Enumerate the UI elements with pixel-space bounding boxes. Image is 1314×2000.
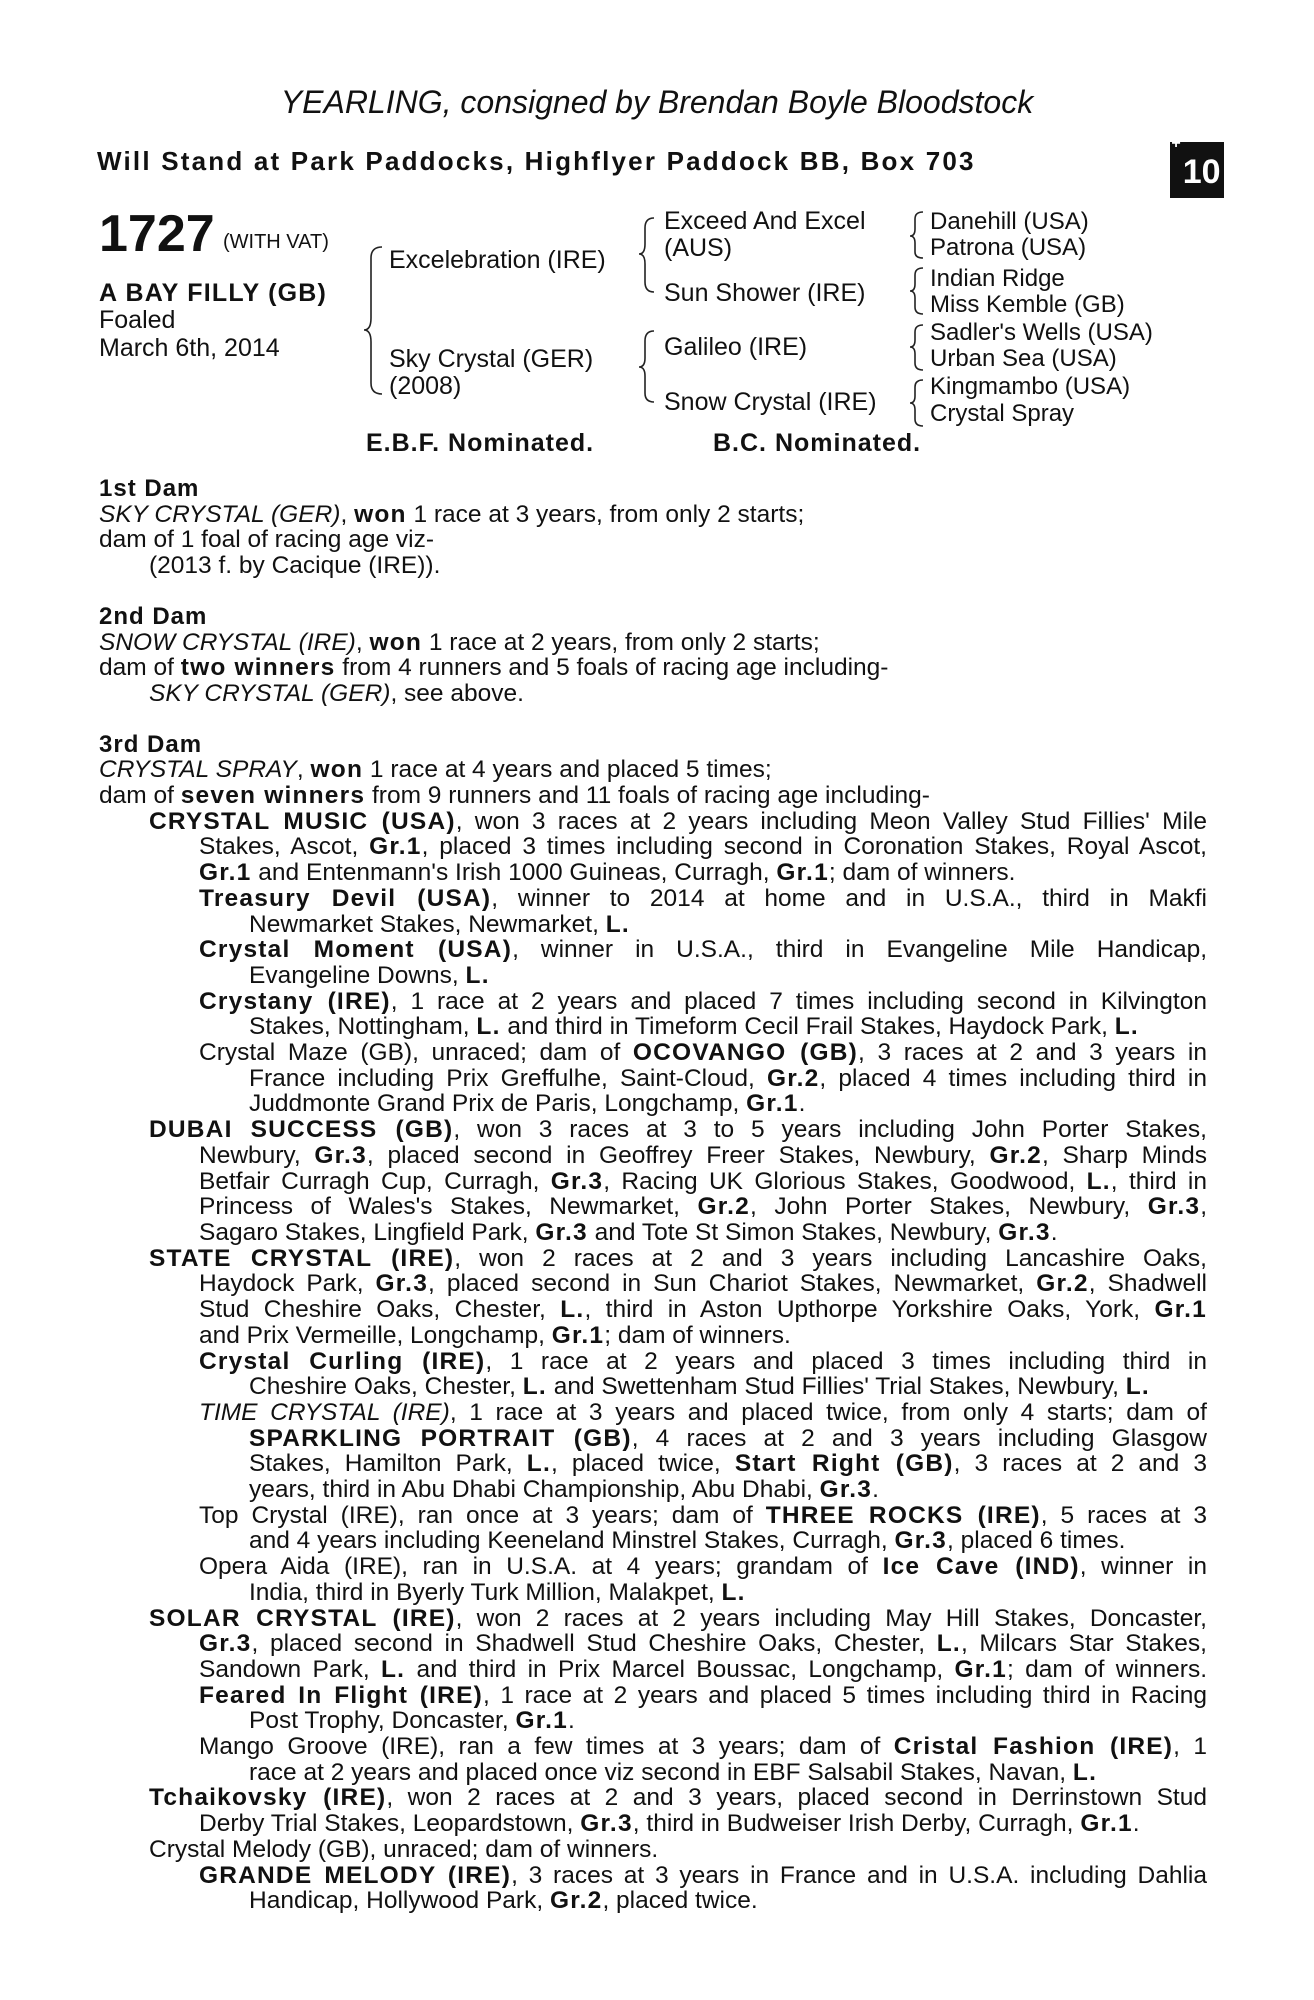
bold-text: Gr.1 — [369, 833, 422, 861]
bold-text: Feared In Flight (IRE) — [199, 1681, 483, 1709]
bold-text: won — [354, 500, 407, 528]
bold-text: SPARKLING PORTRAIT (GB) — [249, 1424, 632, 1452]
text: , placed second in Geoffrey Freer Stakes, Newbury, — [366, 1141, 990, 1169]
text: Sagaro Stakes, Lingfield Park, — [199, 1218, 536, 1246]
text: and third in Timeform Cecil Frail Stakes, Haydock Park, — [500, 1013, 1115, 1041]
third-dam-heading: 3rd Dam — [99, 730, 203, 758]
third-dam-line — [99, 1708, 1207, 1734]
vat-label: (WITH VAT) — [223, 231, 329, 253]
gen3-8: Crystal Spray — [930, 400, 1075, 427]
bold-text: Gr.2 — [549, 1887, 603, 1915]
bold-text: L. — [1072, 1758, 1098, 1786]
text: , 4 races at 2 and 3 years including Glasgow — [631, 1424, 1208, 1452]
lot-description: A BAY FILLY (GB) — [99, 279, 328, 307]
bold-text: L. — [605, 910, 630, 938]
text: , placed 6 times. — [947, 1527, 1126, 1555]
bold-text: Tchaikovsky (IRE) — [149, 1784, 387, 1812]
text: 1 race at 4 years and placed 5 times; — [363, 756, 772, 784]
italic-text: CRYSTAL SPRAY — [99, 756, 297, 784]
text: (2013 f. by Cacique (IRE)). — [149, 552, 441, 580]
text: Stakes, Hamilton Park, — [249, 1450, 527, 1478]
bold-text: Crystal Curling (IRE) — [199, 1347, 486, 1375]
third-dam-line — [99, 1349, 1207, 1375]
bold-text: Gr.1 — [954, 1655, 1007, 1683]
text: and third in Prix Marcel Boussac, Longchamp, — [405, 1655, 955, 1683]
text: , won 3 races at 3 to 5 years including John Porter Stakes, — [453, 1116, 1207, 1144]
third-dam-line — [99, 1271, 1207, 1297]
text: , placed second in Shadwell Stud Cheshire Oaks, Chester, — [251, 1630, 937, 1658]
third-dam-line — [99, 1374, 1207, 1400]
bold-text: Gr.2 — [766, 1064, 820, 1092]
bold-text: won — [310, 756, 364, 784]
text: , third in — [1110, 1167, 1208, 1195]
lot-number: 1727 — [99, 205, 215, 263]
bold-text: Gr.3 — [894, 1527, 948, 1555]
text: , 3 races at 2 and 3 years in — [858, 1039, 1207, 1067]
bold-text: GRANDE MELODY (IRE) — [199, 1861, 512, 1889]
text: , winner in — [1079, 1553, 1207, 1581]
third-dam-line — [99, 989, 1207, 1015]
bold-text: Gr.3 — [314, 1141, 367, 1169]
text: years, third in Abu Dhabi Championship, Abu Dhabi, — [249, 1476, 820, 1504]
text: race at 2 years and placed once viz second in EBF Salsabil Stakes, Navan, — [249, 1758, 1073, 1786]
badge-plus-mark: + — [1171, 135, 1181, 152]
bc-nominated: B.C. Nominated. — [713, 429, 922, 457]
text: , — [1200, 1193, 1207, 1221]
dam-name: SNOW CRYSTAL (IRE) — [99, 628, 356, 656]
first-dam-line — [99, 502, 1207, 528]
bold-text: Gr.1 — [746, 1090, 799, 1118]
bold-text: L. — [1086, 1167, 1111, 1195]
text: Newmarket Stakes, Newmarket, — [249, 910, 606, 938]
text: and 4 years including Keeneland Minstrel Stakes, Curragh, — [249, 1527, 895, 1555]
third-dam-line — [99, 1683, 1207, 1709]
third-dam-line — [99, 1169, 1207, 1195]
third-dam-line — [99, 937, 1207, 963]
bold-text: Gr.1 — [776, 859, 829, 887]
text: , Racing UK Glorious Stakes, Goodwood, — [603, 1167, 1087, 1195]
third-dam-line — [99, 1580, 1207, 1606]
bold-text: Gr.2 — [989, 1141, 1042, 1169]
third-dam-line — [99, 1014, 1207, 1040]
foaled-label: Foaled — [99, 306, 176, 334]
bold-text: Gr.3 — [819, 1476, 873, 1504]
text: , John Porter Stakes, Newbury, — [750, 1193, 1148, 1221]
text: , see above. — [390, 679, 524, 707]
gen3-1: Danehill (USA) — [930, 208, 1089, 235]
dam-name: SKY CRYSTAL (GER) — [99, 500, 341, 528]
text: . — [1132, 1810, 1140, 1838]
bold-text: Cristal Fashion (IRE) — [893, 1733, 1174, 1761]
text: Mango Groove (IRE), ran a few times at 3 years; dam of — [199, 1733, 894, 1761]
bold-text: L. — [1114, 1013, 1139, 1041]
third-dam-line — [99, 1528, 1207, 1554]
text: , Shadwell — [1088, 1270, 1207, 1298]
bold-text: Gr.3 — [535, 1218, 588, 1246]
dam-line1: Sky Crystal (GER) — [389, 345, 594, 373]
sire-sire-line1: Exceed And Excel — [664, 207, 866, 235]
third-dam-line — [99, 1631, 1207, 1657]
third-dam-line — [99, 1451, 1207, 1477]
gen3-6: Urban Sea (USA) — [930, 345, 1117, 372]
stand-location: Will Stand at Park Paddocks, Highflyer Paddock BB, Box 703 — [97, 146, 976, 176]
text: and Tote St Simon Stakes, Newbury, — [587, 1218, 999, 1246]
text: . — [798, 1090, 806, 1118]
third-dam-line — [99, 809, 1207, 835]
gen3-7: Kingmambo (USA) — [930, 373, 1131, 400]
foaled-date: March 6th, 2014 — [99, 334, 280, 362]
text: Handicap, Hollywood Park, — [249, 1887, 550, 1915]
third-dam-line — [99, 963, 1207, 989]
dam-line2: (2008) — [389, 372, 462, 400]
bold-text: Gr.3 — [580, 1810, 633, 1838]
third-dam-line — [99, 1400, 1207, 1426]
bold-text: L. — [936, 1630, 961, 1658]
text: 1 race at 3 years, from only 2 starts; — [406, 500, 805, 528]
bold-text: Gr.2 — [697, 1193, 751, 1221]
third-dam-line — [99, 1734, 1207, 1760]
third-dam-line — [99, 1837, 1207, 1863]
text: , won 2 races at 2 and 3 years, placed second in Derrinstown Stud — [386, 1784, 1207, 1812]
text: India, third in Byerly Turk Million, Malakpet, — [249, 1578, 722, 1606]
first-dam-line — [99, 527, 1207, 553]
third-dam-line — [99, 912, 1207, 938]
sire-dam: Sun Shower (IRE) — [664, 279, 866, 307]
text: , 1 race at 2 years and placed 3 times including third in — [485, 1347, 1207, 1375]
text: ; dam of winners. — [1006, 1655, 1207, 1683]
text: , 1 race at 2 years and placed 7 times including second in Kilvington — [390, 987, 1207, 1015]
third-dam-line — [99, 1040, 1207, 1066]
third-dam-line — [99, 860, 1207, 886]
text: , placed second in Sun Chariot Stakes, Newmarket, — [428, 1270, 1037, 1298]
bold-text: two winners — [180, 654, 336, 682]
third-dam-line — [99, 1143, 1207, 1169]
bold-text: OCOVANGO (GB) — [632, 1039, 859, 1067]
first-dam-heading: 1st Dam — [99, 475, 200, 502]
bold-text: Gr.3 — [375, 1270, 429, 1298]
text: 1 race at 2 years, from only 2 starts; — [422, 628, 820, 656]
bold-text: Gr.3 — [998, 1218, 1051, 1246]
text: Post Trophy, Doncaster, — [249, 1707, 516, 1735]
text: . — [1050, 1218, 1058, 1246]
bold-text: L. — [560, 1296, 585, 1324]
text: Newbury, — [199, 1141, 315, 1169]
third-dam-line — [99, 1785, 1207, 1811]
text: Juddmonte Grand Prix de Paris, Longchamp, — [249, 1090, 747, 1118]
text: , won 2 races at 2 years including May Hill Stakes, Doncaster, — [455, 1604, 1207, 1632]
text: ; dam of winners. — [828, 859, 1016, 887]
third-dam-line — [99, 1323, 1207, 1349]
sire-sire-line2: (AUS) — [664, 234, 733, 262]
text: , placed 4 times including third in — [819, 1064, 1207, 1092]
third-dam-line — [99, 1426, 1207, 1452]
third-dam-line — [99, 1811, 1207, 1837]
text: and Swettenham Stud Fillies' Trial Stakes, Newbury, — [546, 1373, 1126, 1401]
third-dam-line — [99, 1246, 1207, 1272]
text: , — [296, 756, 311, 784]
text: . — [872, 1476, 879, 1504]
horse-name: SKY CRYSTAL (GER) — [149, 679, 391, 707]
text: , winner in U.S.A., third in Evangeline Mile Handicap, — [512, 936, 1208, 964]
text: dam of 1 foal of racing age viz- — [99, 526, 435, 554]
text: , 1 — [1173, 1733, 1208, 1761]
text: , Milcars Star Stakes, — [960, 1630, 1207, 1658]
text: and Entenmann's Irish 1000 Guineas, Curragh, — [251, 859, 777, 887]
bold-text: L. — [526, 1450, 551, 1478]
gen3-3: Indian Ridge — [930, 265, 1065, 292]
text: France including Prix Greffulhe, Saint-Cloud, — [249, 1064, 767, 1092]
ebf-nominated: E.B.F. Nominated. — [366, 429, 595, 457]
bold-text: Gr.1 — [551, 1321, 605, 1349]
bold-text: L. — [721, 1578, 746, 1606]
page-header: YEARLING, consigned by Brendan Boyle Bloodstock — [280, 84, 1034, 120]
text: Top Crystal (IRE), ran once at 3 years; dam of — [199, 1501, 766, 1529]
bold-text: Treasury Devil (USA) — [199, 884, 492, 912]
text: from 4 runners and 5 foals of racing age including- — [335, 654, 889, 682]
bold-text: won — [369, 628, 423, 656]
third-dam-line — [99, 1194, 1207, 1220]
bold-text: Gr.3 — [550, 1167, 604, 1195]
bold-text: L. — [1125, 1373, 1150, 1401]
third-dam-line — [99, 1477, 1207, 1503]
text: Haydock Park, — [199, 1270, 376, 1298]
third-dam-line — [99, 1091, 1207, 1117]
text: Stakes, Ascot, — [199, 833, 370, 861]
second-dam-line — [99, 681, 1207, 707]
bold-text: L. — [476, 1013, 501, 1041]
bold-text: Crystany (IRE) — [199, 987, 391, 1015]
text: , 3 races at 3 years in France and in U.S.A. including Dahlia — [511, 1861, 1207, 1889]
bold-text: Gr.1 — [1080, 1810, 1133, 1838]
dam-dam: Snow Crystal (IRE) — [664, 388, 877, 416]
text: Sandown Park, — [199, 1655, 381, 1683]
third-dam-line — [99, 886, 1207, 912]
text: Stakes, Nottingham, — [249, 1013, 477, 1041]
text: , won 2 races at 2 and 3 years including Lancashire Oaks, — [454, 1244, 1207, 1272]
text: Crystal Melody (GB), unraced; dam of winners. — [149, 1835, 659, 1863]
third-dam-line — [99, 1657, 1207, 1683]
text: , placed twice. — [602, 1887, 758, 1915]
third-dam-lines — [99, 757, 1207, 1914]
bold-text: THREE ROCKS (IRE) — [765, 1501, 1041, 1529]
bold-text: DUBAI SUCCESS (GB) — [149, 1116, 454, 1144]
gen3-2: Patrona (USA) — [930, 234, 1087, 261]
second-dam-line — [99, 655, 1207, 681]
produce-record — [99, 476, 1207, 1914]
bold-text: Gr.2 — [1036, 1270, 1089, 1298]
bold-text: STATE CRYSTAL (IRE) — [149, 1244, 455, 1272]
gen3-4: Miss Kemble (GB) — [930, 291, 1125, 318]
bold-text: L. — [380, 1655, 406, 1683]
text: , third in Budweiser Irish Derby, Curragh, — [632, 1810, 1081, 1838]
text: Cheshire Oaks, Chester, — [249, 1373, 523, 1401]
third-dam-line — [99, 1066, 1207, 1092]
third-dam-line — [99, 1297, 1207, 1323]
bold-text: Ice Cave (IND) — [882, 1553, 1080, 1581]
text: Princess of Wales's Stakes, Newmarket, — [199, 1193, 698, 1221]
bold-text: Gr.3 — [199, 1630, 252, 1658]
third-dam-line — [99, 757, 1207, 783]
text: , — [355, 628, 370, 656]
sire: Excelebration (IRE) — [389, 246, 606, 274]
third-dam-line — [99, 1220, 1207, 1246]
bold-text: Crystal Moment (USA) — [199, 936, 513, 964]
bold-text: CRYSTAL MUSIC (USA) — [149, 807, 456, 835]
bold-text: Gr.1 — [515, 1707, 568, 1735]
first-dam-line — [99, 553, 1207, 579]
gen3-5: Sadler's Wells (USA) — [930, 319, 1153, 346]
text: dam of — [99, 654, 181, 682]
text: , — [340, 500, 355, 528]
third-dam-line — [99, 1760, 1207, 1786]
bold-text: L. — [522, 1373, 547, 1401]
text: , placed 3 times including second in Coronation Stakes, Royal Ascot, — [421, 833, 1207, 861]
text: , 3 races at 2 and 3 — [953, 1450, 1207, 1478]
text: . — [567, 1707, 575, 1735]
text: , Sharp Minds — [1041, 1141, 1208, 1169]
second-dam-heading: 2nd Dam — [99, 602, 208, 630]
bold-text: Start Right (GB) — [734, 1450, 954, 1478]
bold-text: SOLAR CRYSTAL (IRE) — [149, 1604, 456, 1632]
italic-text: TIME CRYSTAL (IRE) — [199, 1398, 450, 1426]
bold-text: Gr.1 — [1154, 1296, 1207, 1324]
bold-text: Gr.1 — [199, 859, 252, 887]
text: , 5 races at 3 — [1040, 1501, 1207, 1529]
text: and Prix Vermeille, Longchamp, — [199, 1321, 552, 1349]
text: from 9 runners and 11 foals of racing age including- — [365, 782, 930, 810]
text: Crystal Maze (GB), unraced; dam of — [199, 1039, 633, 1067]
dam-sire: Galileo (IRE) — [664, 333, 808, 361]
third-dam-line — [99, 1606, 1207, 1632]
third-dam-line — [99, 1554, 1207, 1580]
text: , 1 race at 3 years and placed twice, from only 4 starts; dam of — [449, 1398, 1207, 1426]
text: , placed twice, — [550, 1450, 735, 1478]
third-dam-line — [99, 1503, 1207, 1529]
text: , won 3 races at 2 years including Meon Valley Stud Fillies' Mile — [455, 807, 1207, 835]
text: dam of — [99, 782, 181, 810]
text: Stud Cheshire Oaks, Chester, — [199, 1296, 561, 1324]
text: Evangeline Downs, — [249, 961, 466, 989]
text: ; dam of winners. — [604, 1321, 791, 1349]
third-dam-line — [99, 1888, 1207, 1914]
bold-text: seven winners — [180, 782, 366, 810]
text: , 1 race at 2 years and placed 5 times including third in Racing — [482, 1681, 1207, 1709]
text: Derby Trial Stakes, Leopardstown, — [199, 1810, 581, 1838]
text: , winner to 2014 at home and in U.S.A., third in Makfi — [491, 884, 1207, 912]
third-dam-line — [99, 783, 1207, 809]
text: , third in Aston Upthorpe Yorkshire Oaks, York, — [584, 1296, 1155, 1324]
bold-text: Gr.3 — [1147, 1193, 1201, 1221]
third-dam-line — [99, 1863, 1207, 1889]
bold-text: L. — [465, 961, 490, 989]
text: Betfair Curragh Cup, Curragh, — [199, 1167, 551, 1195]
third-dam-line — [99, 1117, 1207, 1143]
third-dam-line — [99, 834, 1207, 860]
second-dam-line — [99, 630, 1207, 656]
badge-number: 10 — [1182, 153, 1221, 191]
text: Opera Aida (IRE), ran in U.S.A. at 4 years; grandam of — [199, 1553, 883, 1581]
